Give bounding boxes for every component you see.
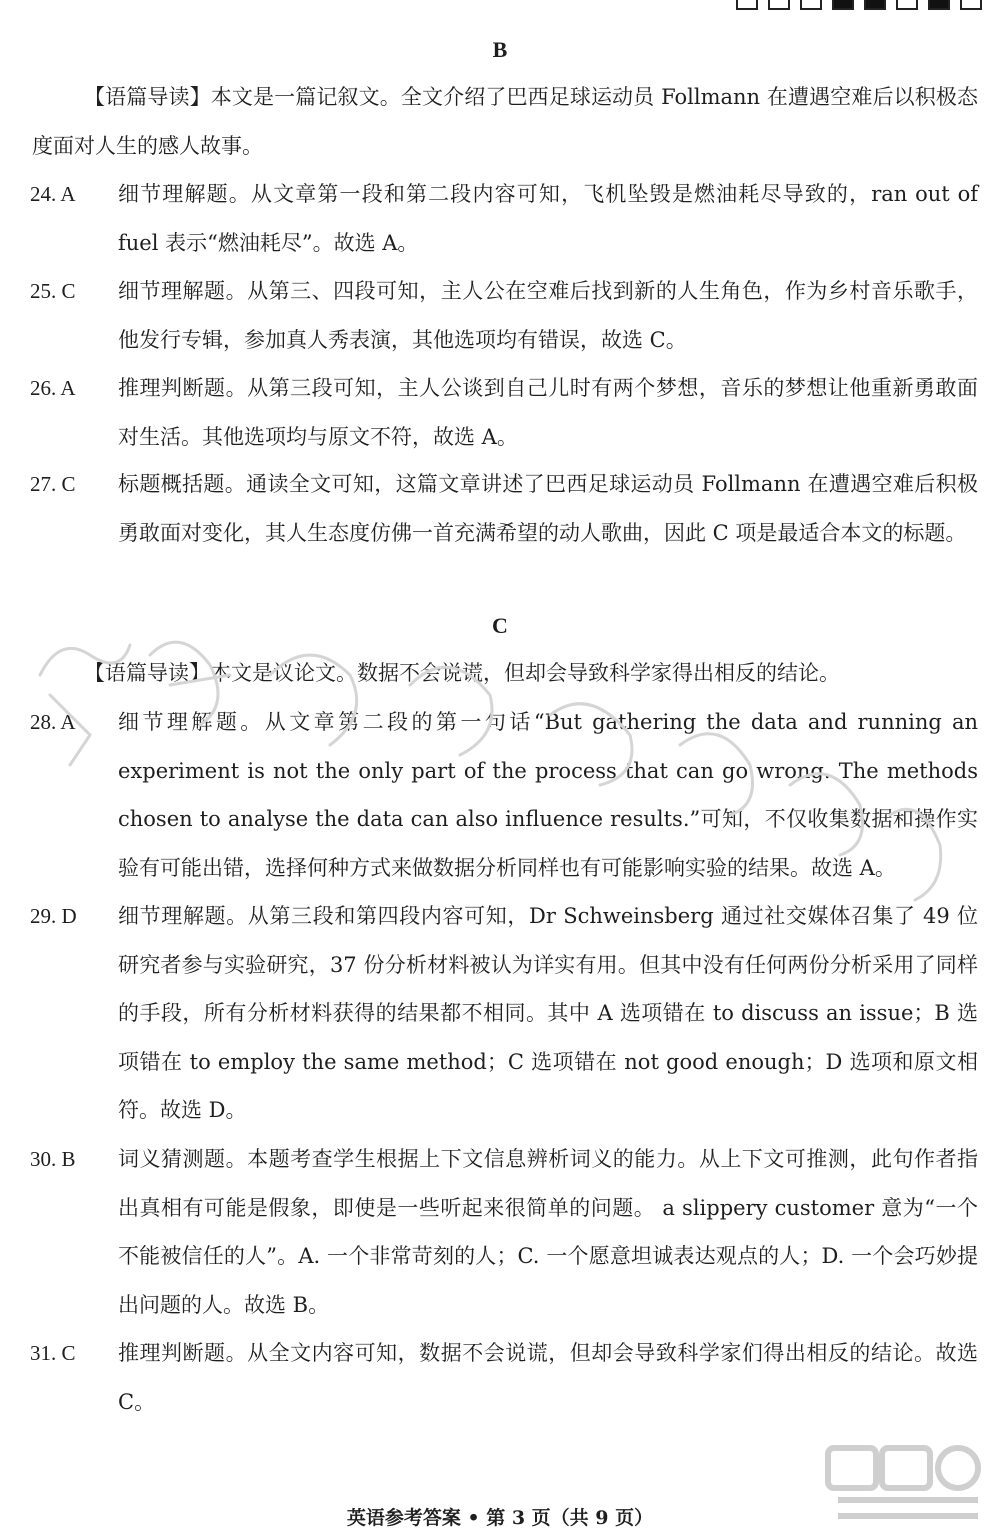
marker-box: [736, 0, 758, 10]
answer-explanation: 推理判断题。从第三段可知，主人公谈到自己儿时有两个梦想，音乐的梦想让他重新勇敢面对生活。其他选项均与原文不符，故选 A。: [118, 376, 978, 449]
answer-item-24: [30, 170, 978, 267]
answer-number: 26. A: [30, 376, 76, 400]
marker-box: [864, 0, 886, 10]
answer-item-29: [30, 892, 978, 1135]
answer-number: 29. D: [30, 904, 77, 928]
marker-box: [800, 0, 822, 10]
marker-box: [960, 0, 982, 10]
answer-item-27: [30, 460, 978, 557]
answer-item-31: [30, 1329, 978, 1426]
answer-number: 25. C: [30, 279, 76, 303]
answer-explanation: 标题概括题。通读全文可知，这篇文章讲述了巴西足球运动员 Follmann 在遭遇空难后积极勇敢面对变化，其人生态度仿佛一首充满希望的动人歌曲，因此 C 项是最适合本文的标题。: [118, 472, 978, 545]
answer-explanation: 细节理解题。从文章第一段和第二段内容可知，飞机坠毁是燃油耗尽导致的，ran out of fuel 表示“燃油耗尽”。故选 A。: [118, 182, 978, 255]
marker-box: [832, 0, 854, 10]
marker-box: [896, 0, 918, 10]
marker-box: [928, 0, 950, 10]
section-b-title: B: [492, 37, 508, 62]
answer-number: 30. B: [30, 1147, 76, 1171]
answer-explanation: 词义猜测题。本题考查学生根据上下文信息辨析词义的能力。从上下文可推测，此句作者指出真相有可能是假象，即使是一些听起来很简单的问题。 a slippery customer 意为“一个不能被信任的人”。A. 一个非常苛刻的人；C. 一个愿意坦诚表达观点的人；D. 一个会巧妙提出问题的人。故选 B。: [118, 1147, 978, 1317]
answer-explanation: 细节理解题。从第三、四段可知，主人公在空难后找到新的人生角色，作为乡村音乐歌手，他发行专辑，参加真人秀表演，其他选项均有错误，故选 C。: [118, 279, 978, 352]
answer-item-26: [30, 364, 978, 461]
answer-explanation: 推理判断题。从全文内容可知，数据不会说谎，但却会导致科学家们得出相反的结论。故选 C。: [118, 1341, 978, 1414]
page-footer: 英语参考答案 • 第 3 页（共 9 页）: [346, 1507, 654, 1529]
answer-number: 28. A: [30, 710, 76, 734]
section-c-intro: 【语篇导读】本文是议论文。数据不会说谎，但却会导致科学家得出相反的结论。: [84, 661, 840, 685]
section-b-intro: 【语篇导读】本文是一篇记叙文。全文介绍了巴西足球运动员 Follmann 在遭遇空难后以积极态度面对人生的感人故事。: [32, 85, 978, 158]
answer-explanation: 细节理解题。从文章第二段的第一句话“But gathering the data and running an experiment is not the only part of the process that can go wrong. The methods chosen to analyse the data can also influence results.”可知，不仅收集数据和操作实验有可能出错，选择何种方式来做数据分析同样也有可能影响实验的结果。故选 A。: [118, 710, 978, 880]
answer-item-30: [30, 1135, 978, 1329]
answer-explanation: 细节理解题。从第三段和第四段内容可知，Dr Schweinsberg 通过社交媒体召集了 49 位研究者参与实验研究，37 份分析材料被认为详实有用。但其中没有任何两份分析采用了同样的手段，所有分析材料获得的结果都不相同。其中 A 选项错在 to discuss an issue；B 选项错在 to employ the same method；C 选项错在 not good enough；D 选项和原文相符。故选 D。: [118, 904, 978, 1122]
answer-number: 27. C: [30, 472, 76, 496]
answer-number: 31. C: [30, 1341, 76, 1365]
answer-item-28: [30, 698, 978, 892]
section-c-title: C: [492, 613, 508, 638]
answer-number: 24. A: [30, 182, 76, 206]
answer-item-25: [30, 267, 978, 364]
page-marker-boxes: [736, 0, 982, 10]
marker-box: [768, 0, 790, 10]
